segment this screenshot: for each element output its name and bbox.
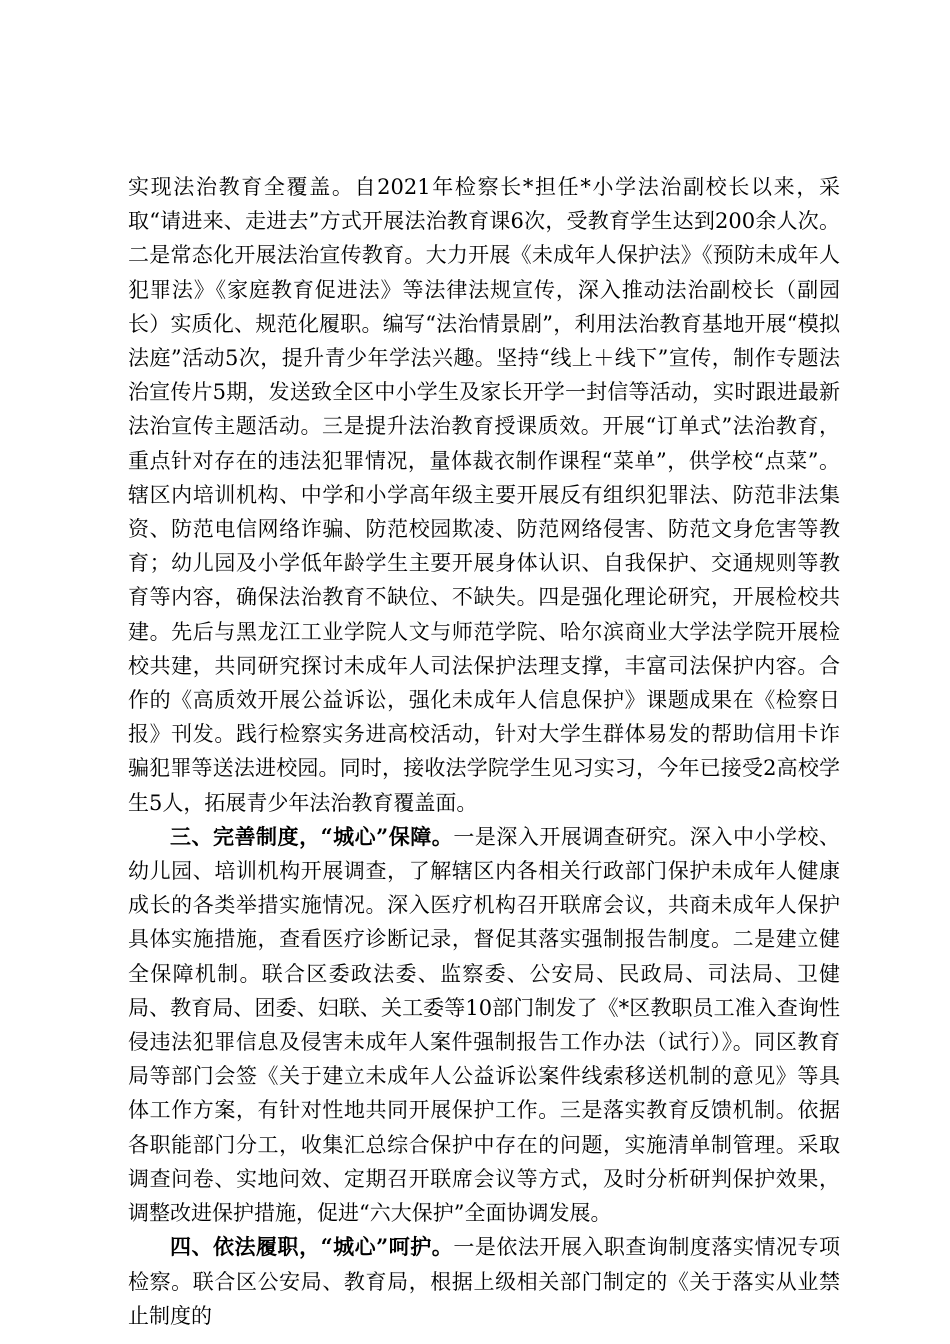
- paragraph-section-four: [128, 1230, 840, 1333]
- document-page: [128, 170, 840, 1333]
- paragraph-section-three: [128, 820, 840, 1230]
- section-heading: 三、完善制度，“城心”保障。: [170, 823, 454, 849]
- paragraph-text: 实现法治教育全覆盖。自2021年检察长*担任*小学法治副校长以来，采取“请进来、走进去”方式开展法治教育课6次，受教育学生达到200余人次。二是常态化开展法治宣传教育。大力开展《未成年人保护法》《预防未成年人犯罪法》《家庭教育促进法》等法律法规宣传，深入推动法治副校长（副园长）实质化、规范化履职。编写“法治情景剧”，利用法治教育基地开展“模拟法庭”活动5次，提升青少年学法兴趣。坚持“线上＋线下”宣传，制作专题法治宣传片5期，发送致全区中小学生及家长开学一封信等活动，实时跟进最新法治宣传主题活动。三是提升法治教育授课质效。开展“订单式”法治教育，重点针对存在的违法犯罪情况，量体裁衣制作课程“菜单”，供学校“点菜”。辖区内培训机构、中学和小学高年级主要开展反有组织犯罪法、防范非法集资、防范电信网络诈骗、防范校园欺凌、防范网络侵害、防范文身危害等教育；幼儿园及小学低年龄学生主要开展身体认识、自我保护、交通规则等教育等内容，确保法治教育不缺位、不缺失。四是强化理论研究，开展检校共建。先后与黑龙江工业学院人文与师范学院、哈尔滨商业大学法学院开展检校共建，共同研究探讨未成年人司法保护法理支撑，丰富司法保护内容。合作的《高质效开展公益诉讼，强化未成年人信息保护》课题成果在《检察日报》刊发。践行检察实务进高校活动，针对大学生群体易发的帮助信用卡诈骗犯罪等送法进校园。同时，接收法学院学生见习实习，今年已接受2高校学生5人，拓展青少年法治教育覆盖面。: [128, 175, 840, 815]
- section-heading: 四、依法履职，“城心”呵护。: [170, 1234, 454, 1260]
- paragraph-text: 一是依法开展入职查询制度落实情况专项检察。联合区公安局、教育局，根据上级相关部门制定的《关于落实从业禁止制度的: [128, 1235, 840, 1328]
- paragraph-continuation: [128, 170, 840, 820]
- paragraph-text: 一是深入开展调查研究。深入中小学校、幼儿园、培训机构开展调查，了解辖区内各相关行政部门保护未成年人健康成长的各类举措实施情况。深入医疗机构召开联席会议，共商未成年人保护具体实施措施，查看医疗诊断记录，督促其落实强制报告制度。二是建立健全保障机制。联合区委政法委、监察委、公安局、民政局、司法局、卫健局、教育局、团委、妇联、关工委等10部门制发了《*区教职员工准入查询性侵违法犯罪信息及侵害未成年人案件强制报告工作办法（试行）》。同区教育局等部门会签《关于建立未成年人公益诉讼案件线索移送机制的意见》等具体工作方案，有针对性地共同开展保护工作。三是落实教育反馈机制。依据各职能部门分工，收集汇总综合保护中存在的问题，实施清单制管理。采取调查问卷、实地问效、定期召开联席会议等方式，及时分析研判保护效果，调整改进保护措施，促进“六大保护”全面协调发展。: [128, 824, 840, 1226]
